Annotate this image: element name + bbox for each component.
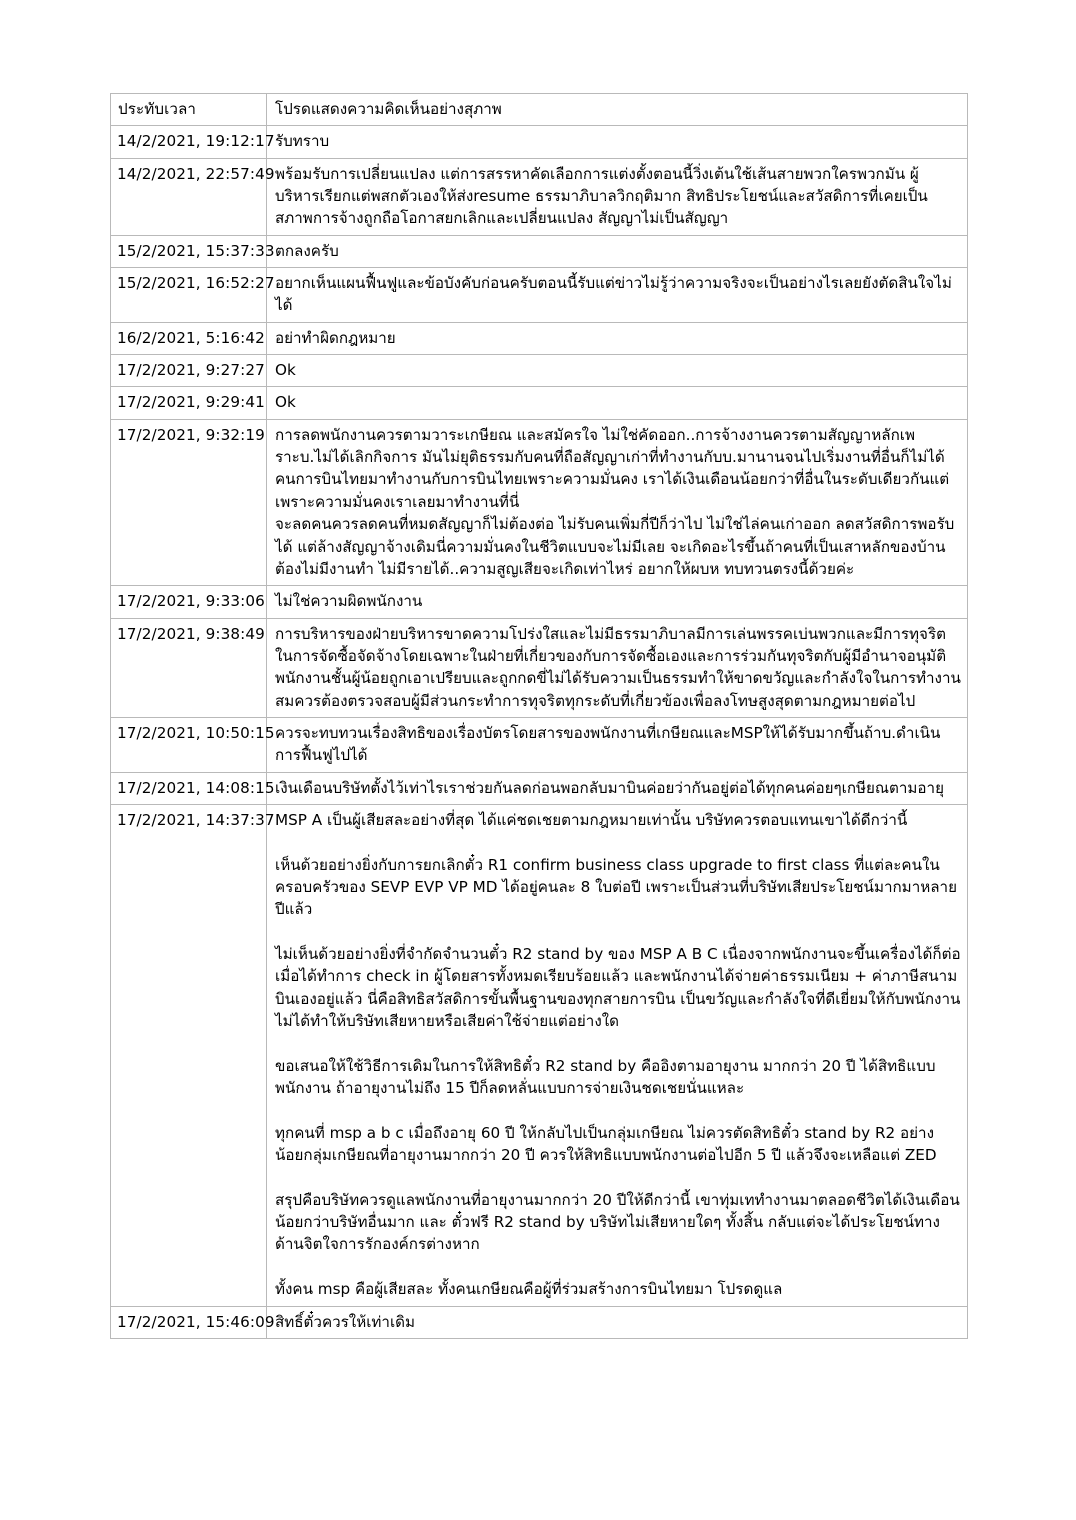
comment-paragraph: ขอเสนอให้ใช้วิธีการเดิมในการให้สิทธิตั๋ว R2 stand by คืออิงตามอายุงาน มากกว่า 20 ปี ได้สิทธิแบบพนักงาน ถ้าอายุงานไม่ถึง 15 ปีก็ลดหลั่นแบบการจ่ายเงินชดเชยนั่นแหละ bbox=[275, 1056, 936, 1098]
cell-timestamp: 17/2/2021, 10:50:15 bbox=[111, 717, 267, 772]
table-body bbox=[111, 94, 968, 1339]
table-header-row bbox=[111, 94, 968, 126]
cell-timestamp: 17/2/2021, 9:33:06 bbox=[111, 586, 267, 618]
comment-paragraph: ควรจะทบทวนเรื่องสิทธิของเรื่องบัตรโดยสารของพนักงานที่เกษียณและMSPให้ได้รับมากขึ้นถ้าบ.ดำเนินการฟื้นฟูไปได้ bbox=[275, 723, 941, 765]
cell-timestamp: 17/2/2021, 9:38:49 bbox=[111, 618, 267, 717]
cell-comment bbox=[267, 804, 968, 1306]
cell-timestamp: 15/2/2021, 15:37:33 bbox=[111, 235, 267, 267]
cell-comment bbox=[267, 419, 968, 585]
comment-paragraph: Ok bbox=[275, 393, 296, 412]
comment-paragraph: ตกลงครับ bbox=[275, 241, 339, 260]
cell-timestamp: 17/2/2021, 14:37:37 bbox=[111, 804, 267, 1306]
table-row bbox=[111, 322, 968, 354]
cell-comment bbox=[267, 268, 968, 323]
comment-paragraph: ไม่เห็นด้วยอย่างยิ่งที่จำกัดจำนวนตั๋ว R2 stand by ของ MSP A B C เนื่องจากพนักงานจะขึ้นเครื่องได้ก็ต่อเมื่อได้ทำการ check in ผู้โดยสารทั้งหมดเรียบร้อยแล้ว และพนักงานได้จ่ายค่าธรรมเนียม + ค่าภาษีสนามบินเองอยู่แล้ว นี่คือสิทธิสวัสดิการขั้นพื้นฐานของทุกสายการบิน เป็นขวัญและกำลังใจที่ดีเยี่ยมให้กับพนักงาน ไม่ได้ทำให้บริษัทเสียหายหรือเสียค่าใช้จ่ายแต่อย่างใด bbox=[275, 945, 961, 1031]
cell-timestamp: 14/2/2021, 22:57:49 bbox=[111, 158, 267, 235]
comment-paragraph: ทั้งคน msp คือผู้เสียสละ ทั้งคนเกษียณคือผู้ที่ร่วมสร้างการบินไทยมา โปรดดูแล bbox=[275, 1280, 783, 1299]
cell-timestamp: 17/2/2021, 9:29:41 bbox=[111, 387, 267, 419]
cell-comment bbox=[267, 158, 968, 235]
cell-comment bbox=[267, 717, 968, 772]
cell-comment bbox=[267, 772, 968, 804]
comments-table bbox=[110, 93, 968, 1339]
comment-paragraph: สิทธิ์ตั๋วควรให้เท่าเดิม bbox=[275, 1312, 416, 1331]
cell-comment bbox=[267, 322, 968, 354]
comment-paragraph: เห็นด้วยอย่างยิ่งกับการยกเลิกตั๋ว R1 confirm business class upgrade to first class ที่แต่ละคนในครอบครัวของ SEVP EVP VP MD ได้อยู่คนละ 8 ใบต่อปี เพราะเป็นส่วนที่บริษัทเสียประโยชน์มากมาหลายปีแล้ว bbox=[275, 855, 957, 919]
cell-timestamp: 14/2/2021, 19:12:17 bbox=[111, 126, 267, 158]
cell-comment bbox=[267, 586, 968, 618]
comment-paragraph: พร้อมรับการเปลี่ยนแปลง แต่การสรรหาคัดเลือกการแต่งตั้งตอนนี้วิ่งเต้นใช้เส้นสายพวกใครพวกมัน ผู้บริหารเรียกแต่พสกตัวเองให้ส่งresume ธรรมาภิบาลวิกฤติมาก สิทธิประโยชน์และสวัสดิการที่เคยเป็นสภาพการจ้างถูกถือโอกาสยกเลิกและเปลี่ยนแปลง สัญญาไม่เป็นสัญญา bbox=[275, 164, 928, 228]
comment-paragraph: รับทราบ bbox=[275, 132, 330, 151]
table-row bbox=[111, 1306, 968, 1338]
cell-comment bbox=[267, 618, 968, 717]
table-row bbox=[111, 235, 968, 267]
comment-paragraph: การบริหารของฝ่ายบริหารขาดความโปร่งใสและไม่มีธรรมาภิบาลมีการเล่นพรรคเบ่นพวกและมีการทุจริตในการจัดซื้อจัดจ้างโดยเฉพาะในฝ่ายที่เกี่ยวของกับการจัดซื้อเองและการร่วมกันทุจริตกับผู้มีอำนาจอนุมัติพนักงานชั้นผู้น้อยถูกเอาเปรียบและถูกกดขี่ไม่ได้รับความเป็นธรรมทำให้ขาดขวัญและกำลังใจในการทำงานสมควรต้องตรวจสอบผู้มีส่วนกระทำการทุจริตทุกระดับที่เกี่ยวข้องเพื่อลงโทษสูงสุดตามกฎหมายต่อไป bbox=[275, 624, 961, 710]
header-timestamp: ประทับเวลา bbox=[111, 94, 267, 126]
comment-paragraph: MSP A เป็นผู้เสียสละอย่างที่สุด ได้แค่ชดเชยตามกฎหมายเท่านั้น บริษัทควรตอบแทนเขาได้ดีกว่านี้ bbox=[275, 810, 908, 829]
table-row bbox=[111, 618, 968, 717]
cell-timestamp: 17/2/2021, 9:32:19 bbox=[111, 419, 267, 585]
cell-timestamp: 17/2/2021, 9:27:27 bbox=[111, 355, 267, 387]
table-row bbox=[111, 804, 968, 1306]
cell-timestamp: 17/2/2021, 14:08:15 bbox=[111, 772, 267, 804]
cell-comment bbox=[267, 387, 968, 419]
table-row bbox=[111, 419, 968, 585]
comment-paragraph: Ok bbox=[275, 361, 296, 380]
table-row bbox=[111, 126, 968, 158]
cell-comment bbox=[267, 126, 968, 158]
comment-paragraph: ไม่ใช่ความผิดพนักงาน bbox=[275, 592, 423, 611]
table-row bbox=[111, 717, 968, 772]
comment-paragraph: อย่าทำผิดกฎหมาย bbox=[275, 328, 396, 347]
comment-paragraph: เงินเดือนบริษัทตั้งไว้เท่าไรเราช่วยกันลดก่อนพอกลับมาบินค่อยว่ากันอยู่ต่อได้ทุกคนค่อยๆเกษียณตามอายุ bbox=[275, 778, 944, 797]
comment-paragraph: อยากเห็นแผนฟื้นฟูและข้อบังคับก่อนครับตอนนี้รับแต่ข่าวไม่รู้ว่าความจริงจะเป็นอย่างไรเลยยังตัดสินใจไม่ได้ bbox=[275, 274, 952, 315]
cell-comment bbox=[267, 355, 968, 387]
comment-paragraph: ทุกคนที่ msp a b c เมื่อถึงอายุ 60 ปี ให้กลับไปเป็นกลุ่มเกษียณ ไม่ควรตัดสิทธิตั๋ว stand by R2 อย่างน้อยกลุ่มเกษียณที่อายุงานมากกว่า 20 ปี ควรให้สิทธิแบบพนักงานต่อไปอีก 5 ปี แล้วจึงจะเหลือแต่ ZED bbox=[275, 1123, 937, 1165]
table-row bbox=[111, 158, 968, 235]
comment-paragraph: การลดพนักงานควรตามวาระเกษียณ และสมัครใจ ไม่ใช่คัดออก..การจ้างงานควรตามสัญญาหลักเพราะบ.ไม่ได้เลิกกิจการ มันไม่ยุติธรรมกับคนที่ถือสัญญาเก่าที่ทำงานกับบ.มานานจนไปเริ่มงานที่อื่นก็ไม่ได้ คนการบินไทยมาทำงานกับการบินไทยเพราะความมั่นคง เราได้เงินเดือนน้อยกว่าที่อื่นในระดับเดียวกันแต่เพราะความมั่นคงเราเลยมาทำงานที่นี่ จะลดคนควรลดคนที่หมดสัญญาก็ไม่ต้องต่อ ไม่รับคนเพิ่มกี่ปีก็ว่าไป ไม่ใช่ไล่คนเก่าออก ลดสวัสดิการพอรับได้ แต่ล้างสัญญาจ้างเดิมนี่ความมั่นคงในชีวิตแบบจะไม่มีเลย จะเกิดอะไรขึ้นถ้าคนที่เป็นเสาหลักของบ้านต้องไม่มีงานทำ ไม่มีรายได้..ความสูญเสียจะเกิดเท่าไหร่ อยากให้ผบห ทบทวนตรงนี้ด้วยค่ะ bbox=[275, 425, 955, 578]
cell-timestamp: 15/2/2021, 16:52:27 bbox=[111, 268, 267, 323]
table-row bbox=[111, 268, 968, 323]
comment-paragraph: สรุปคือบริษัทควรดูแลพนักงานที่อายุงานมากกว่า 20 ปีให้ดีกว่านี้ เขาทุ่มเททำงานมาตลอดชีวิตได้เงินเดือนน้อยกว่าบริษัทอื่นมาก และ ตั๋วฟรี R2 stand by บริษัทไม่เสียหายใดๆ ทั้งสิ้น กลับแต่จะได้ประโยชน์ทางด้านจิตใจการรักองค์กรต่างหาก bbox=[275, 1190, 960, 1254]
table-row bbox=[111, 772, 968, 804]
header-comment: โปรดแสดงความคิดเห็นอย่างสุภาพ bbox=[267, 94, 968, 126]
cell-comment bbox=[267, 1306, 968, 1338]
cell-comment bbox=[267, 235, 968, 267]
cell-timestamp: 17/2/2021, 15:46:09 bbox=[111, 1306, 267, 1338]
cell-timestamp: 16/2/2021, 5:16:42 bbox=[111, 322, 267, 354]
table-row bbox=[111, 586, 968, 618]
table-row bbox=[111, 387, 968, 419]
table-row bbox=[111, 355, 968, 387]
